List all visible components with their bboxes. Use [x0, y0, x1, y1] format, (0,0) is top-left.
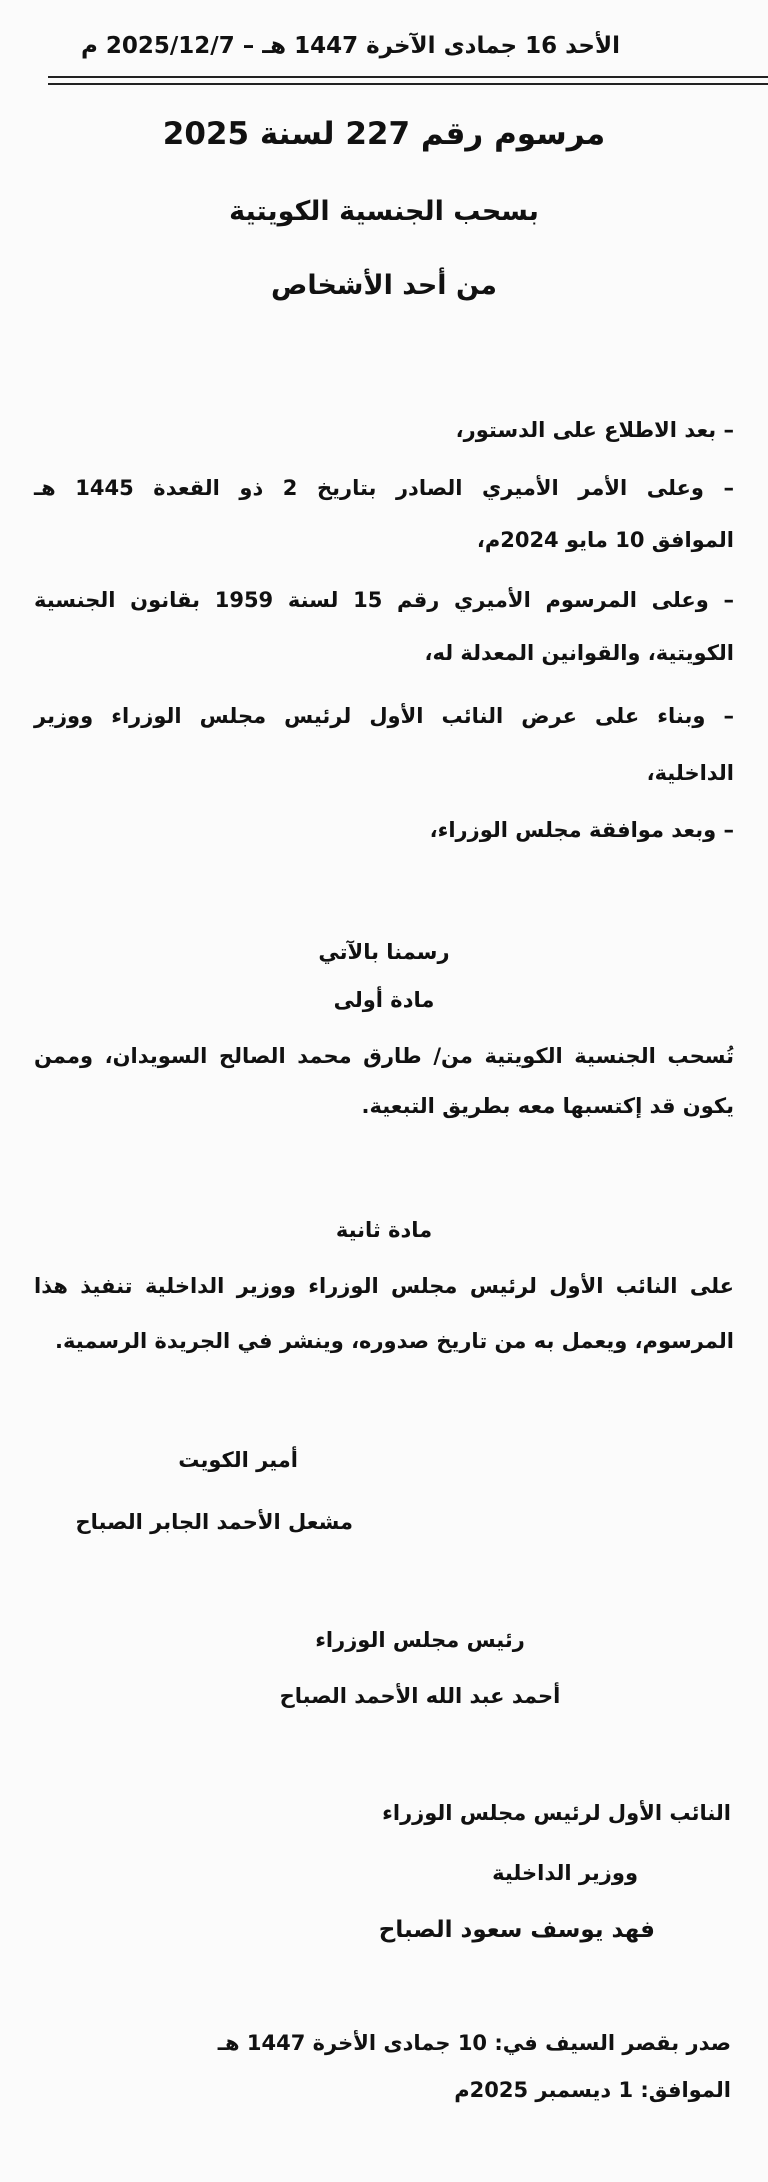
article1-line: تُسحب الجنسية الكويتية من/ طارق محمد الصالح السويدان، وممن: [34, 1044, 734, 1068]
article2-line: على النائب الأول لرئيس مجلس الوزراء ووزير الداخلية تنفيذ هذا: [34, 1274, 734, 1298]
emir-title: أمير الكويت: [178, 1448, 298, 1472]
issued-place-date: صدر بقصر السيف في: 10 جمادى الأخرة 1447 هـ: [217, 2031, 731, 2055]
article1-heading: مادة أولى: [333, 988, 435, 1012]
preamble-line: الموافق 10 مايو 2024م،: [476, 528, 734, 552]
header-double-rule: [48, 76, 768, 85]
preamble-line: الداخلية،: [646, 761, 734, 785]
pm-title: رئيس مجلس الوزراء: [315, 1628, 525, 1652]
article2-line: المرسوم، ويعمل به من تاريخ صدوره، وينشر في الجريدة الرسمية.: [55, 1329, 734, 1353]
decree-title: مرسوم رقم 227 لسنة 2025: [162, 116, 606, 152]
decree-intro: رسمنا بالآتي: [318, 940, 450, 964]
deputy-name: فهد يوسف سعود الصباح: [378, 1917, 655, 1943]
preamble-line: – وعلى المرسوم الأميري رقم 15 لسنة 1959 بقانون الجنسية: [34, 588, 735, 612]
preamble-line: – وبناء على عرض النائب الأول لرئيس مجلس الوزراء ووزير: [34, 704, 734, 728]
emir-name: مشعل الأحمد الجابر الصباح: [75, 1510, 353, 1534]
article2-heading: مادة ثانية: [335, 1218, 433, 1242]
deputy-title-2: ووزير الداخلية: [492, 1861, 638, 1885]
preamble-line: – وبعد موافقة مجلس الوزراء،: [429, 818, 734, 842]
header-date: الأحد 16 جمادى الآخرة 1447 هـ – 2025/12/7 م: [81, 33, 620, 59]
decree-subtitle: بسحب الجنسية الكويتية: [229, 196, 539, 227]
pm-name: أحمد عبد الله الأحمد الصباح: [279, 1684, 561, 1708]
decree-subtitle-2: من أحد الأشخاص: [271, 270, 497, 301]
deputy-title: النائب الأول لرئيس مجلس الوزراء: [382, 1801, 731, 1825]
preamble-line: الكويتية، والقوانين المعدلة له،: [424, 641, 734, 665]
preamble-line: – وعلى الأمر الأميري الصادر بتاريخ 2 ذو القعدة 1445 هـ: [34, 476, 735, 500]
article1-line: يكون قد إكتسبها معه بطريق التبعية.: [361, 1094, 734, 1118]
preamble-line: – بعد الاطلاع على الدستور،: [455, 418, 734, 442]
issued-gregorian-date: الموافق: 1 ديسمبر 2025م: [454, 2078, 731, 2102]
